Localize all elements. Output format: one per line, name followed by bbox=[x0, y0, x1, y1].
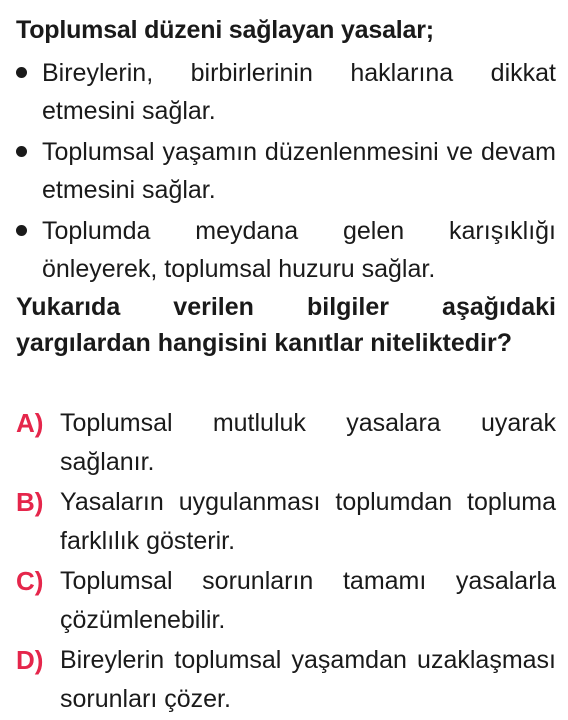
option-letter: A) bbox=[16, 408, 44, 438]
premise-item bbox=[16, 133, 556, 209]
bullet-icon bbox=[16, 146, 27, 157]
option-letter: D) bbox=[16, 645, 44, 675]
option-letter: C) bbox=[16, 566, 44, 596]
option-letter: B) bbox=[16, 487, 44, 517]
premise-text: Toplumda meydana gelen karışıklığı önleyerek, toplumsal huzuru sağlar. bbox=[42, 217, 556, 283]
answer-options bbox=[16, 404, 556, 720]
option-c[interactable] bbox=[16, 562, 556, 640]
option-text: Toplumsal sorunların tamamı yasalarla çözümlenebilir. bbox=[60, 567, 556, 634]
option-d[interactable] bbox=[16, 641, 556, 719]
question-stem: Yukarıda verilen bilgiler aşağıdaki yargılardan hangisini kanıtlar niteliktedir? bbox=[16, 293, 556, 357]
bullet-icon bbox=[16, 67, 27, 78]
option-b[interactable] bbox=[16, 483, 556, 561]
option-text: Toplumsal mutluluk yasalara uyarak sağlanır. bbox=[60, 409, 556, 476]
premise-text: Toplumsal yaşamın düzenlenmesini ve devam etmesini sağlar. bbox=[42, 138, 556, 204]
premise-text: Bireylerin, birbirlerinin haklarına dikkat etmesini sağlar. bbox=[42, 59, 556, 125]
premise-list bbox=[16, 54, 556, 291]
option-text: Bireylerin toplumsal yaşamdan uzaklaşması sorunları çözer. bbox=[60, 646, 556, 713]
bullet-icon bbox=[16, 225, 27, 236]
option-a[interactable] bbox=[16, 404, 556, 482]
option-text: Yasaların uygulanması toplumdan topluma farklılık gösterir. bbox=[60, 488, 556, 555]
premise-item bbox=[16, 54, 556, 130]
premise-heading: Toplumsal düzeni sağlayan yasalar; bbox=[16, 16, 434, 44]
premise-item bbox=[16, 212, 556, 288]
